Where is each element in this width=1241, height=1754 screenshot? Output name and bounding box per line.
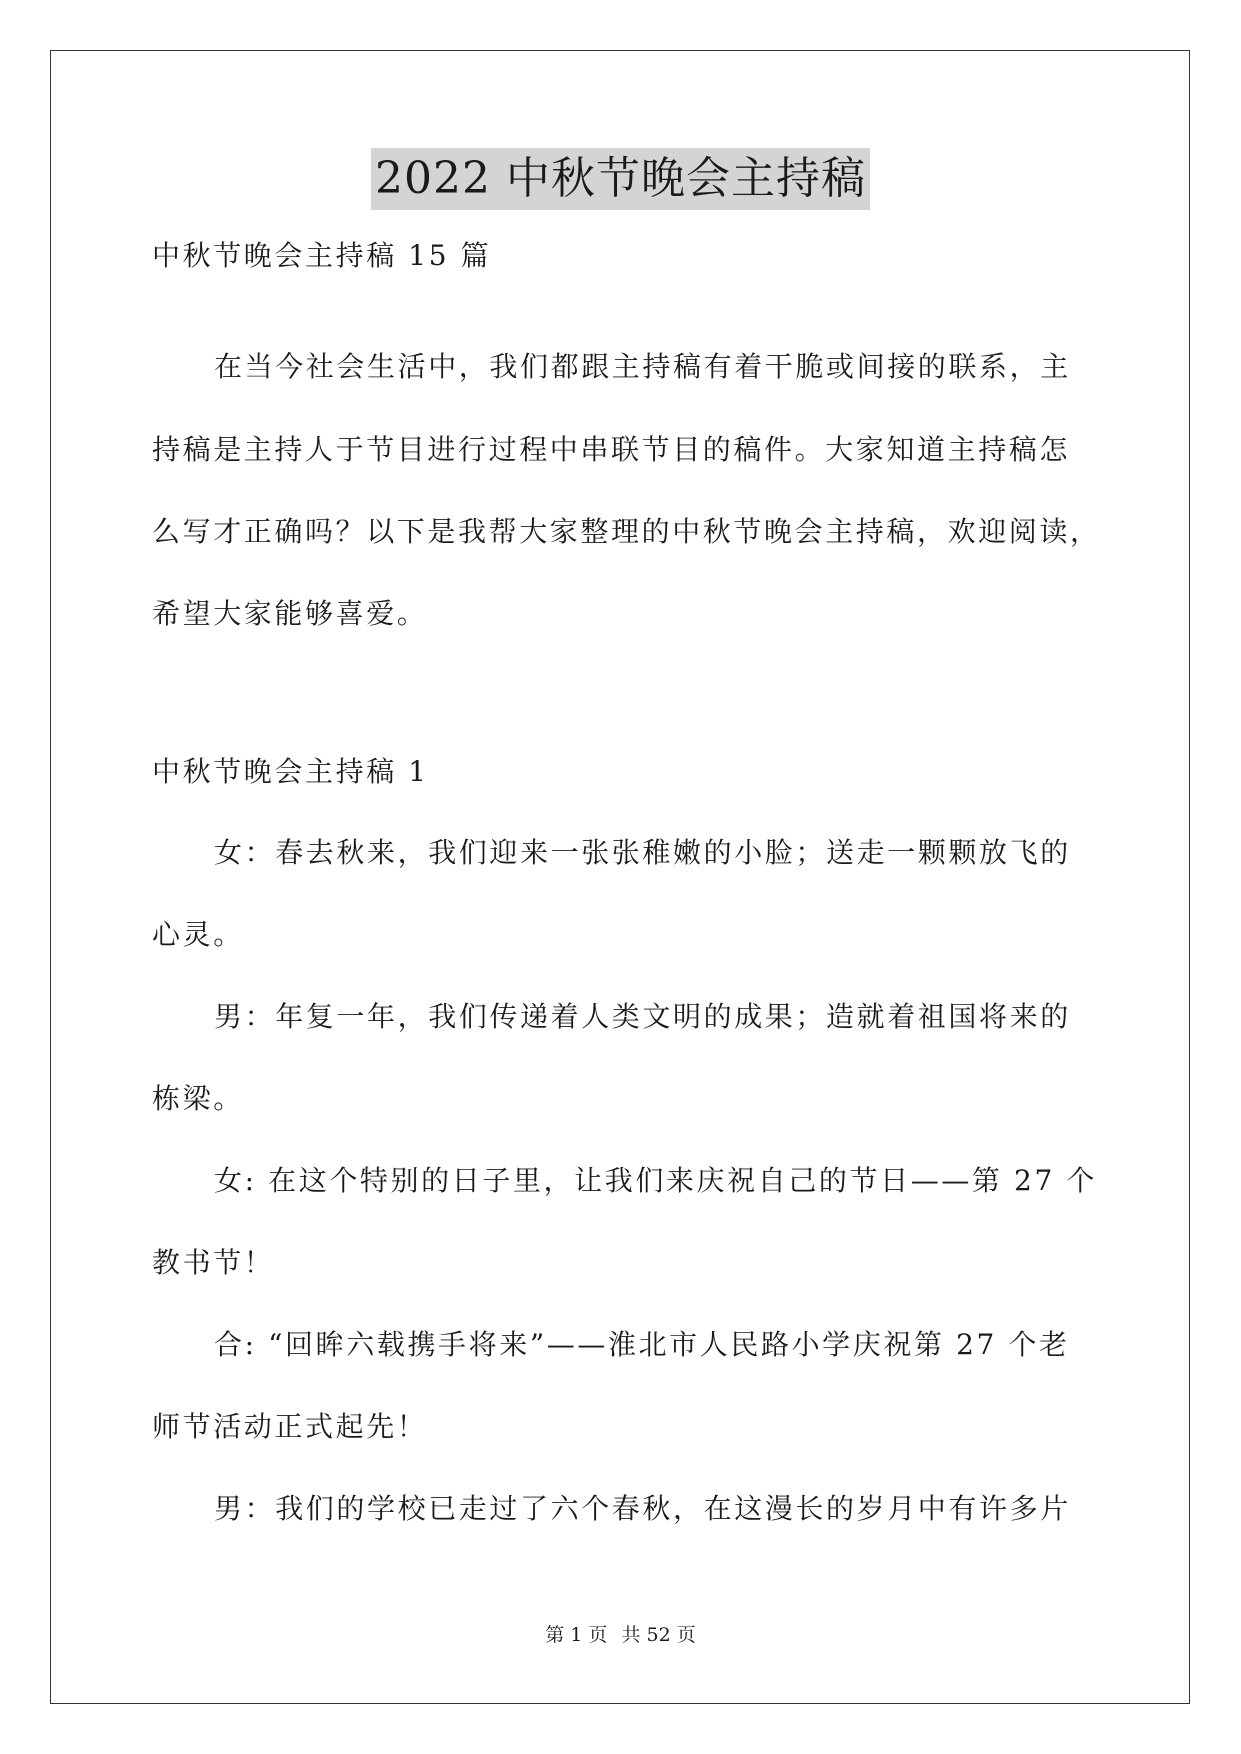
page-number: 第 1 页: [545, 1624, 608, 1646]
paragraph-line: 师节活动正式起先！: [152, 1410, 428, 1443]
paragraph-line: 合: “回眸六载携手将来”——淮北市人民路小学庆祝第 27 个老: [214, 1328, 1070, 1361]
paragraph-line: 女：春去秋来，我们迎来一张张稚嫩的小脸；送走一颗颗放飞的: [214, 836, 1071, 869]
page-border: [50, 50, 1190, 1704]
paragraph-line: 栋梁。: [152, 1082, 244, 1115]
paragraph-line: 女: 在这个特别的日子里，让我们来庆祝自己的节日——第 27 个: [214, 1164, 1097, 1197]
subtitle-line: 中秋节晚会主持稿 15 篇: [152, 239, 492, 272]
paragraph-line: 在当今社会生活中，我们都跟主持稿有着干脆或间接的联系，主: [214, 350, 1071, 383]
page-footer: [0, 1622, 1241, 1648]
document-title: 2022 中秋节晚会主持稿: [371, 148, 870, 210]
paragraph-line: 男：我们的学校已走过了六个春秋，在这漫长的岁月中有许多片: [214, 1492, 1071, 1525]
paragraph-line: 教书节！: [152, 1246, 275, 1279]
section-heading: 中秋节晚会主持稿 1: [152, 755, 429, 788]
paragraph-line: 心灵。: [152, 918, 244, 951]
paragraph-line: 希望大家能够喜爱。: [152, 597, 428, 630]
page-total: 共 52 页: [621, 1624, 696, 1646]
paragraph-line: 持稿是主持人于节目进行过程中串联节目的稿件。大家知道主持稿怎: [152, 433, 1071, 466]
title-wrap: [0, 148, 1241, 210]
paragraph-line: 男：年复一年，我们传递着人类文明的成果；造就着祖国将来的: [214, 1000, 1071, 1033]
paragraph-line: 么写才正确吗？以下是我帮大家整理的中秋节晚会主持稿，欢迎阅读，: [152, 515, 1101, 548]
